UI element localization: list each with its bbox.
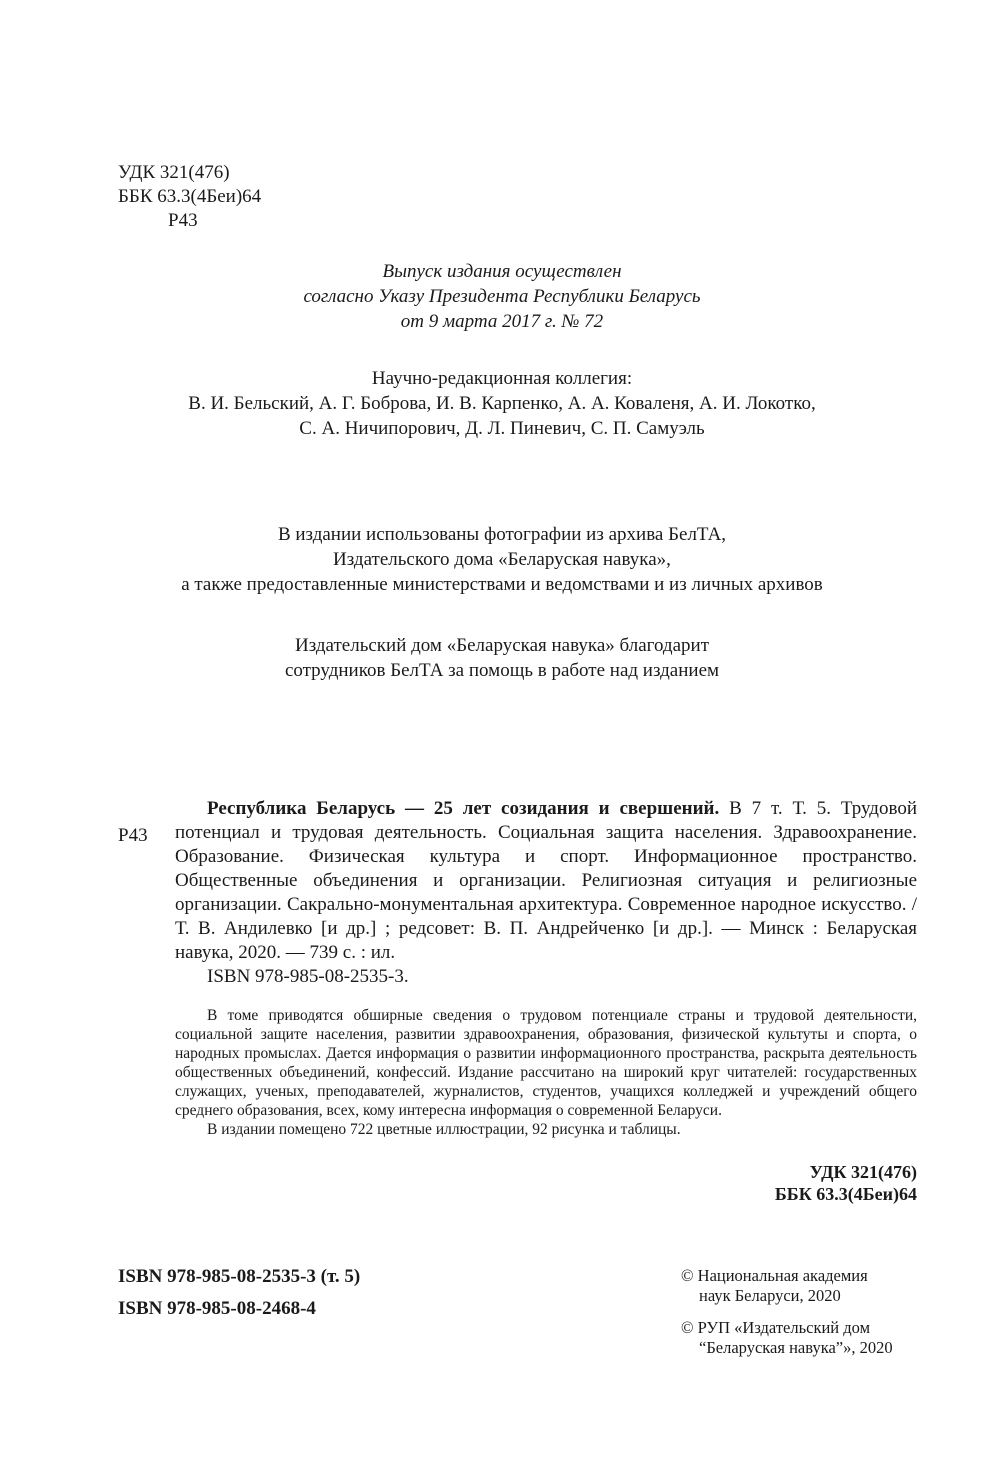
photo-credits xyxy=(60,522,944,597)
photo-line-1: В издании использованы фотографии из архива БелТА, xyxy=(277,524,727,545)
abstract-paragraph-2: В издании помещено 722 цветные иллюстрации, 92 рисунка и таблицы. xyxy=(207,1121,681,1138)
decree-line-2: согласно Указу Президента Республики Беларусь xyxy=(303,286,701,307)
copyright-academy-line-1: © Национальная академия xyxy=(681,1266,868,1285)
thanks-line-2: сотрудников БелТА за помощь в работе над изданием xyxy=(284,660,720,681)
photo-line-3: а также предоставленные министерствами и ведомствами и из личных архивов xyxy=(181,574,823,595)
abstract-paragraph-1: В томе приводятся обширные сведения о трудовом потенциале страны и трудовой деятельности, социальной защите населения, развитии здравоохранения, образования, физической культуты и спорта, о народных промыслах. Дается информация о развитии информационного пространства, раскрыта деятельность общественных объединений, конфессий. Издание рассчитано на широкий круг читателей: государственных служащих, ученых, преподавателей, журналистов, студентов, учащихся колледжей и учреждений общего среднего образования, всех, кому интересна информация о современной Беларуси. xyxy=(175,1007,917,1119)
board-line-1: В. И. Бельский, А. Г. Боброва, И. В. Карпенко, А. А. Коваленя, А. И. Локотко, xyxy=(188,393,816,414)
board-line-2: С. А. Ничипорович, Д. Л. Пиневич, С. П. Самуэль xyxy=(299,418,705,439)
udk-bottom xyxy=(700,1161,917,1205)
bib-isbn: ISBN 978-985-08-2535-3. xyxy=(207,966,409,987)
bibliographic-record xyxy=(175,797,917,989)
decree-line-3: от 9 марта 2017 г. № 72 xyxy=(400,311,604,332)
abstract xyxy=(175,1006,917,1139)
editorial-board xyxy=(60,366,944,441)
copyright-publisher-line-2: “Беларуская навука”», 2020 xyxy=(699,1338,893,1357)
bbk-code: ББК 63.3(4Беи)64 xyxy=(118,186,262,207)
udk-code: УДК 321(476) xyxy=(118,162,230,183)
copyright-publisher-line-1: © РУП «Издательский дом xyxy=(681,1318,871,1337)
author-mark: Р43 xyxy=(168,210,198,231)
board-heading: Научно-редакционная коллегия: xyxy=(371,368,633,389)
decree-line-1: Выпуск издания осуществлен xyxy=(382,261,622,282)
copyright-publisher xyxy=(681,1318,893,1358)
bib-main xyxy=(175,797,917,965)
udk-bottom-code: УДК 321(476) xyxy=(809,1162,917,1182)
bib-description: В 7 т. Т. 5. Трудовой потенциал и трудовая деятельность. Социальная защита населения. Здравоохранение. Образование. Физическая культура и спорт. Информационное пространство. Общественные объединения и организации. Религиозная ситуация и религиозные организации. Сакрально-монументальная архитектура. Современное народное искусство. / Т. В. Андилевко [и др.] ; редсовет: В. П. Андрейченко [и др.]. — Минск : Беларуская навука, 2020. — 739 с. : ил. xyxy=(175,798,917,963)
bib-code: Р43 xyxy=(118,825,148,846)
bib-title: Республика Беларусь — 25 лет созидания и свершений. xyxy=(207,798,720,819)
decree-note xyxy=(60,259,944,334)
isbn-set: ISBN 978-985-08-2468-4 xyxy=(118,1298,316,1319)
copyright-academy xyxy=(681,1266,868,1306)
bbk-bottom-code: ББК 63.3(4Беи)64 xyxy=(774,1184,917,1204)
copyright-academy-line-2: наук Беларуси, 2020 xyxy=(699,1286,841,1305)
classification-block xyxy=(118,161,261,233)
acknowledgement xyxy=(60,633,944,683)
thanks-line-1: Издательский дом «Беларуская навука» благодарит xyxy=(294,635,709,656)
photo-line-2: Издательского дома «Беларуская навука», xyxy=(333,549,671,570)
isbn-volume: ISBN 978-985-08-2535-3 (т. 5) xyxy=(118,1266,361,1287)
